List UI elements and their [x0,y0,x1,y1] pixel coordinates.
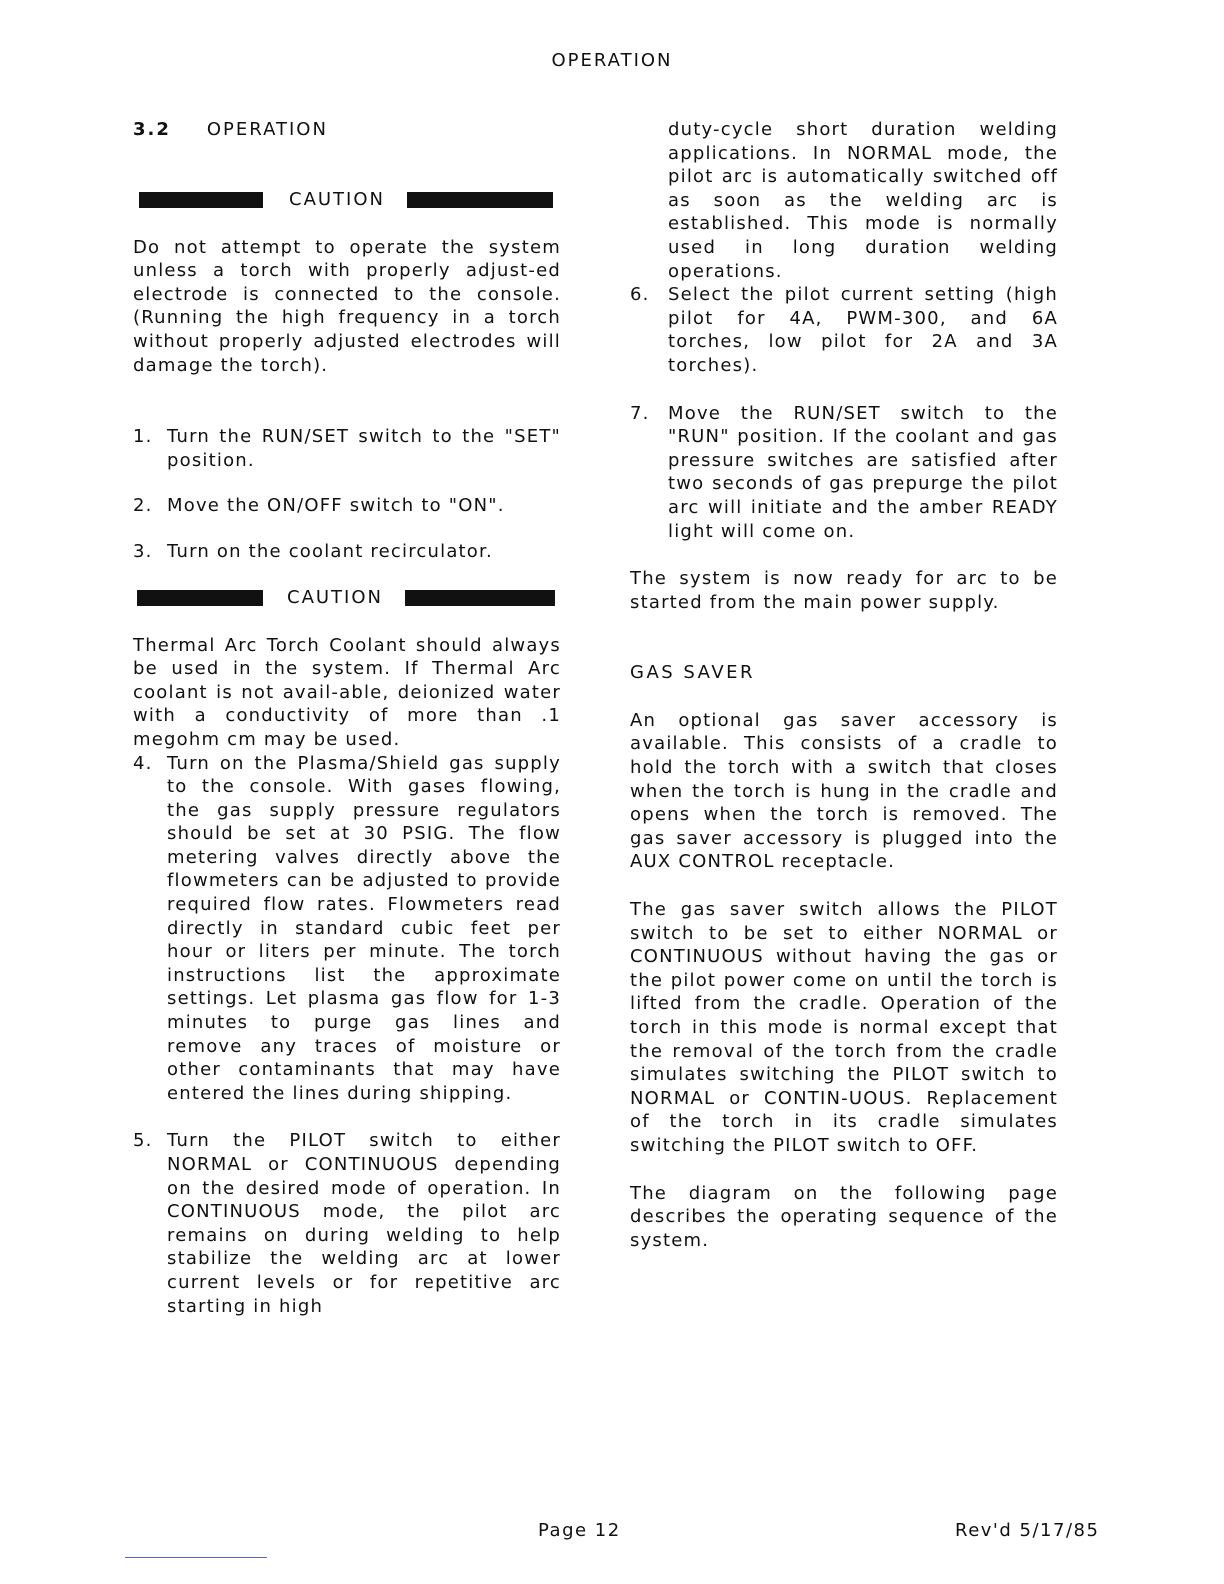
gas-saver-heading: GAS SAVER [630,662,756,684]
right-column [630,118,1058,1252]
caution-bar-right [407,192,553,208]
steps-list-2 [133,752,561,1319]
steps-list-1 [133,425,561,563]
caution-label: CAUTION [287,586,383,608]
caution-banner-1 [133,188,561,212]
section-number: 3.2 [133,119,171,140]
step-text: Move the RUN/SET switch to the "RUN" position. If the coolant and gas pressure switches are satisfied after two seconds of gas prepurge the pilot arc will initiate and the amber READY light will come on. [668,402,1058,542]
caution-bar-left [137,590,263,606]
ready-paragraph: The system is now ready for arc to be started from the main power supply. [630,568,1058,613]
caution-text-1: Do not attempt to operate the system unless a torch with properly adjust-ed electrode is connected to the console. (Running the high frequency in a torch without properly adjusted electrodes will damage the torch). [133,236,561,376]
step-text: Turn the RUN/SET switch to the "SET" position. [167,426,561,471]
step-text: Turn on the Plasma/Shield gas supply to the console. With gases flowing, the gas supply pressure regulators should be set at 30 PSIG. The flow metering valves directly above the flowmeters can be adjusted to provide required flow rates. Flowmeters read directly in standard cubic feet per hour or liters per minute. The torch instructions list the approximate settings. Let plasma gas flow for 1-3 minutes to purge gas lines and remove any traces of moisture or other contaminants that may have entered the lines during shipping. [167,752,561,1104]
step-text: Turn the PILOT switch to either NORMAL or CONTINUOUS depending on the desired mode of operation. In CONTINUOUS mode, the pilot arc remains on during welding to help stabilize the welding arc at lower current levels or for repetitive arc starting in high [167,1130,561,1317]
list-item [630,283,1058,377]
step-number: 2. [133,495,153,517]
step-text: Turn on the coolant recirculator. [167,540,493,562]
section-title: OPERATION [206,119,328,140]
list-item [133,752,561,1106]
gas-saver-paragraph-3: The diagram on the following page describes the operating sequence of the system. [630,1182,1058,1251]
caution-text-2: Thermal Arc Torch Coolant should always be used in the system. If Thermal Arc coolant is not avail-able, deionized water with a conductivity of more than .1 megohm cm may be used. [133,634,561,750]
step-number: 4. [133,752,153,774]
step-number: 7. [630,402,650,424]
step-number: 1. [133,426,153,448]
page-number: Page 12 [538,1520,621,1541]
step-number: 3. [133,540,153,562]
page-header: OPERATION [551,50,673,71]
steps-list-3 [630,283,1058,543]
gas-saver-paragraph-2: The gas saver switch allows the PILOT switch to be set to either NORMAL or CONTINUOUS without having the gas or the pilot power come on until the torch is lifted from the cradle. Operation of the torch in this mode is normal except that the removal of the torch from the cradle simulates switching the PILOT switch to NORMAL or CONTIN-UOUS. Replacement of the torch in its cradle simulates switching the PILOT switch to OFF. [630,899,1058,1156]
caution-banner-2 [133,586,561,610]
list-item [133,540,561,564]
caution-label: CAUTION [289,188,385,210]
left-column [133,118,561,1318]
caution-bar-right [405,590,555,606]
list-item [133,1129,561,1318]
section-heading [133,118,561,142]
list-item [133,494,561,518]
footnote-rule [125,1557,267,1558]
step5-continued: duty-cycle short duration welding applications. In NORMAL mode, the pilot arc is automatically switched off as soon as the welding arc is established. This mode is normally used in long duration welding operations. [668,119,1058,282]
gas-saver-paragraph-1: An optional gas saver accessory is available. This consists of a cradle to hold the torch with a switch that closes when the torch is hung in the cradle and opens when the torch is removed. The gas saver accessory is plugged into the AUX CONTROL receptacle. [630,709,1058,873]
caution-bar-left [139,192,263,208]
list-item [630,402,1058,544]
step-text: Move the ON/OFF switch to "ON". [167,495,505,517]
list-item [133,425,561,472]
step-number: 5. [133,1130,153,1152]
step-text: Select the pilot current setting (high pilot for 4A, PWM-300, and 6A torches, low pilot for 2A and 3A torches). [668,284,1058,376]
revision-date: Rev'd 5/17/85 [955,1520,1100,1541]
step-number: 6. [630,284,650,306]
